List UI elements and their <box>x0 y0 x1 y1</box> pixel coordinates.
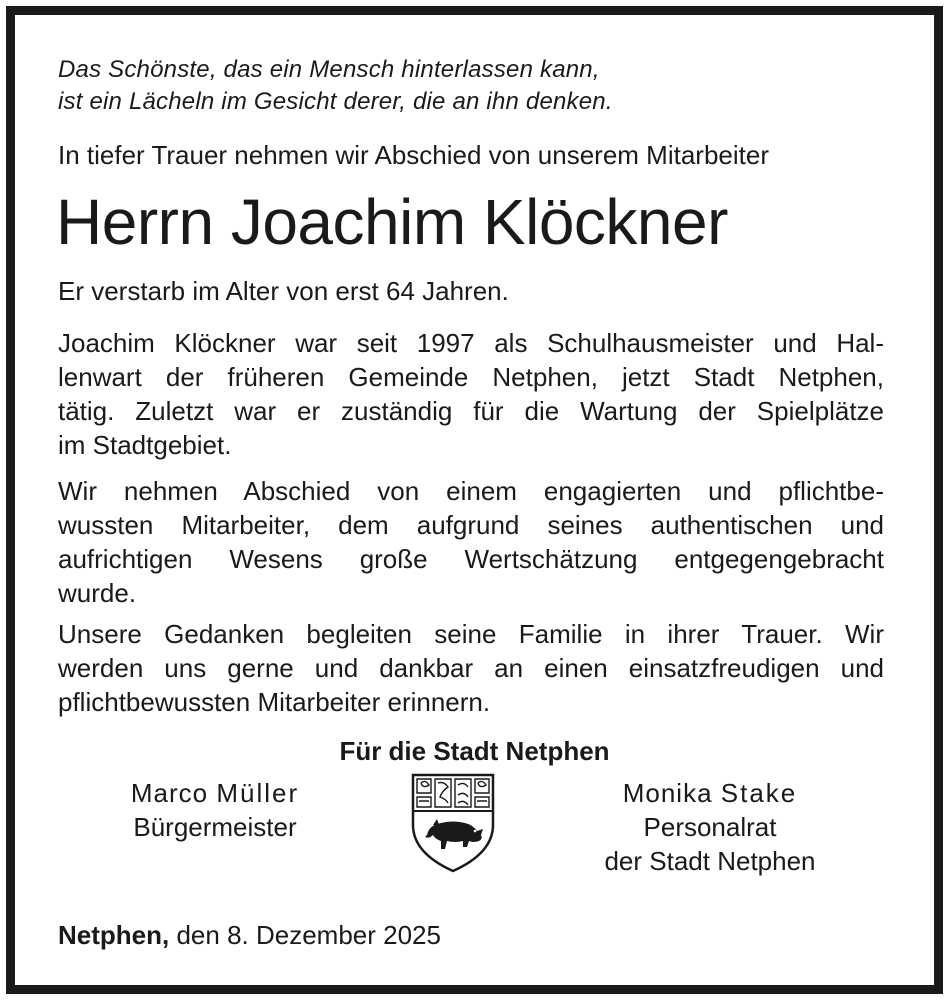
signer-last-name: Stake <box>720 778 798 808</box>
paragraph-line: pflichtbewussten Mitarbeiter erinnern. <box>58 687 491 717</box>
paragraph-line: wurde. <box>58 578 137 608</box>
paragraph-line: wussten Mitarbeiter, dem aufgrund seines authentischen und <box>58 510 884 540</box>
paragraph-career <box>58 326 884 462</box>
age-line: Er verstarb im Alter von erst 64 Jahren. <box>58 276 509 306</box>
signer-name <box>570 776 850 810</box>
dateline-date: den 8. Dezember 2025 <box>176 920 441 950</box>
paragraph-line: Unsere Gedanken begleiten seine Familie in ihrer Trauer. Wir <box>58 619 884 649</box>
motto-line-2: ist ein Lächeln im Gesicht derer, die an ihn denken. <box>58 88 613 115</box>
signature-heading: Für die Stadt Netphen <box>339 736 610 766</box>
signer-role-line-2: der Stadt Netphen <box>604 846 816 876</box>
coat-of-arms-boar-icon <box>411 773 495 873</box>
paragraph-line: Joachim Klöckner war seit 1997 als Schulhausmeister und Hal- <box>58 328 884 358</box>
paragraph-line: lenwart der früheren Gemeinde Netphen, jetzt Stadt Netphen, <box>58 362 884 392</box>
paragraph-farewell <box>58 474 884 610</box>
signer-name <box>95 776 335 810</box>
paragraph-line: im Stadtgebiet. <box>58 430 232 460</box>
signer-staff-council <box>570 776 850 878</box>
deceased-name: Herrn Joachim Klöckner <box>56 186 728 258</box>
signer-role: Personalrat <box>643 812 777 842</box>
signer-role: Bürgermeister <box>133 812 297 842</box>
signer-mayor <box>95 776 335 844</box>
signer-first-name: Monika <box>622 778 713 808</box>
signer-last-name: Müller <box>216 778 300 808</box>
dateline <box>58 918 441 952</box>
signer-first-name: Marco <box>130 778 209 808</box>
motto-quote <box>58 54 613 118</box>
paragraph-line: aufrichtigen Wesens große Wertschätzung entgegengebracht <box>58 544 884 574</box>
paragraph-line: Wir nehmen Abschied von einem engagierten und pflichtbe- <box>58 476 884 506</box>
dateline-place: Netphen, <box>58 920 170 950</box>
paragraph-condolence <box>58 617 884 719</box>
paragraph-line: tätig. Zuletzt war er zuständig für die Wartung der Spielplätze <box>58 396 884 426</box>
intro-text: In tiefer Trauer nehmen wir Abschied von unserem Mitarbeiter <box>58 140 770 170</box>
paragraph-line: werden uns gerne und dankbar an einen einsatzfreudigen und <box>58 653 884 683</box>
motto-line-1: Das Schönste, das ein Mensch hinterlassen kann, <box>58 56 600 83</box>
